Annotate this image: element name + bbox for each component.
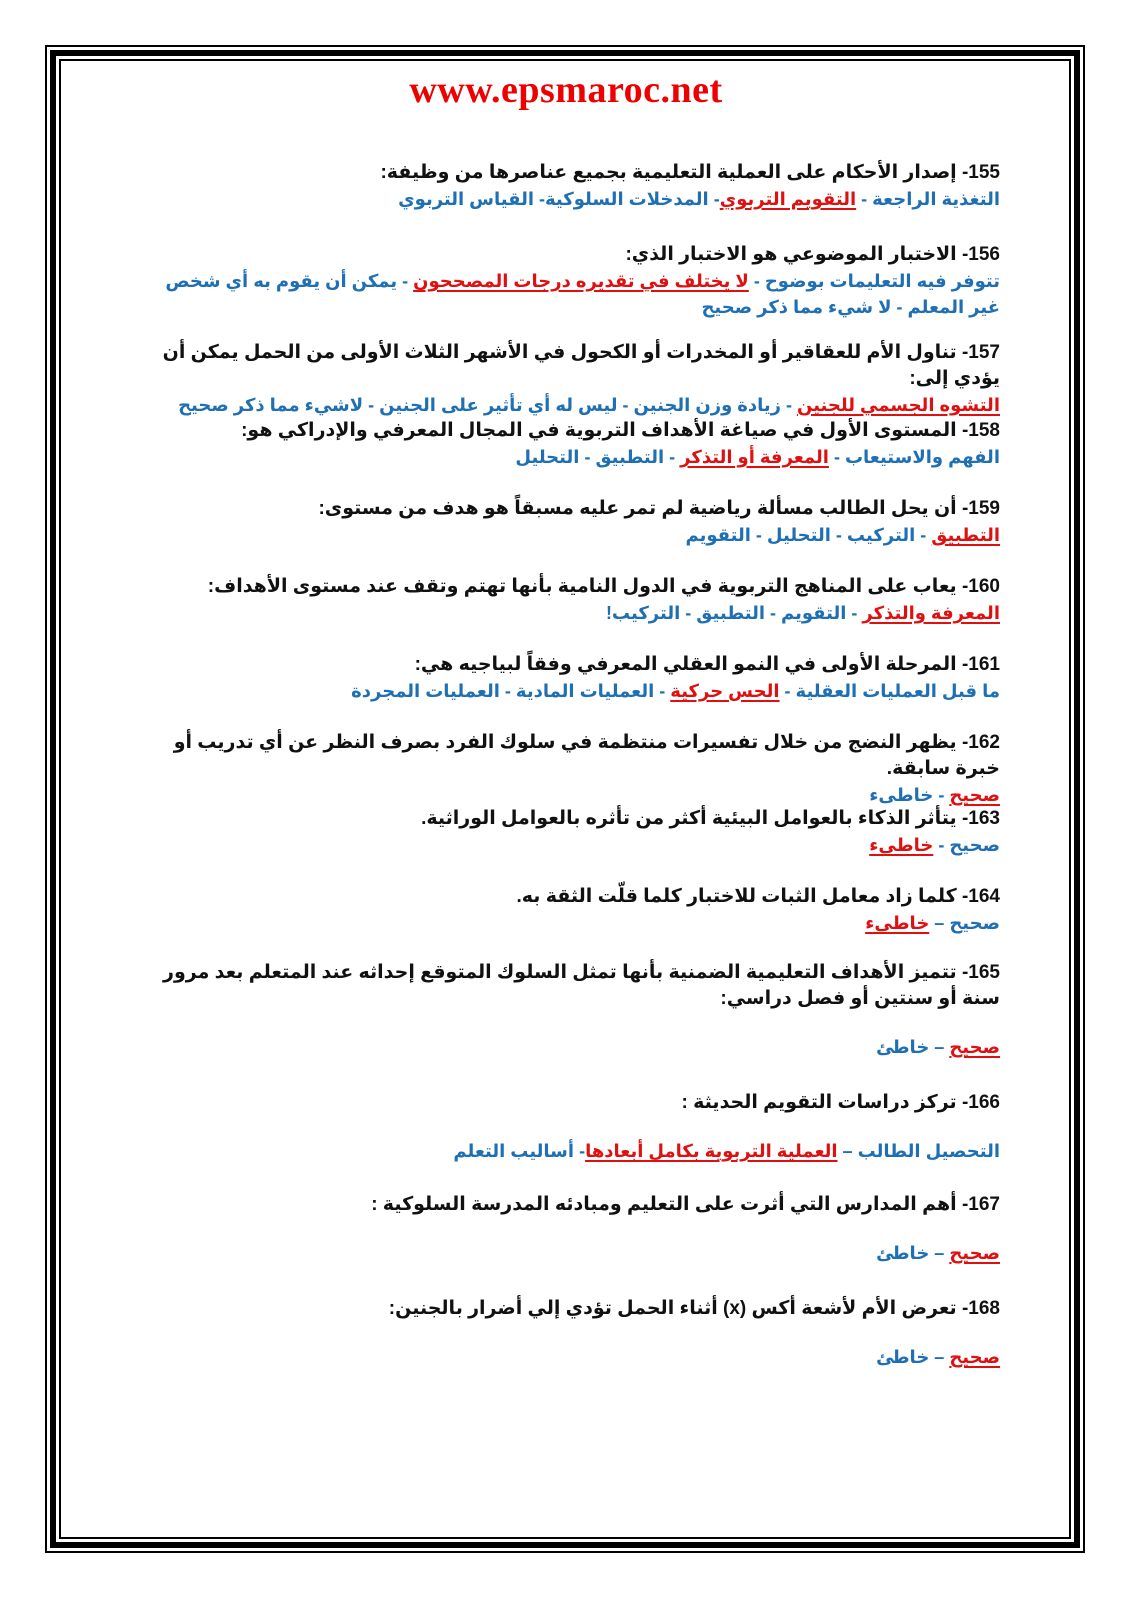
question-item [140,242,1000,320]
option-separator: - [708,189,720,209]
option-separator: – [837,1141,858,1161]
option-separator: - [748,271,765,291]
answer-option: لاشيء مما ذكر صحيح [178,395,364,415]
option-separator: - [750,525,767,545]
answer-options [140,1344,1000,1370]
answer-options [140,444,1000,470]
answer-option: العمليات المادية [515,681,655,701]
correct-answer: صحيح [949,1243,1000,1263]
question-item [140,730,1000,808]
answer-option: التطبيق [595,447,665,467]
answer-options [140,1240,1000,1266]
correct-answer: المعرفة والتذكر [862,603,1000,623]
answer-option: صحيح [949,913,1000,933]
question-text: 156- الاختبار الموضوعي هو الاختبار الذي: [625,244,1000,265]
answer-option: التغذية الراجعة [872,189,1000,209]
answer-option: ما قبل العمليات العقلية [795,681,1000,701]
option-separator: - [363,395,380,415]
site-url-title: www.epsmaroc.net [409,69,723,111]
option-separator: – [929,1347,950,1367]
answer-option: صحيح [949,835,1000,855]
answer-option: خاطئ [876,1243,930,1263]
question-item [140,160,1000,212]
answer-option: تتوفر فيه التعليمات بوضوح [764,271,1000,291]
option-separator: - [856,189,873,209]
correct-answer: خاطىء [865,913,930,933]
answer-option: القياس التربوي [398,189,534,209]
question-item [140,652,1000,704]
option-separator: - [617,395,634,415]
answer-options [140,600,1000,626]
question-item [140,884,1000,936]
correct-answer: لا يختلف في تقديره درجات المصححون [413,271,749,291]
option-separator: - [781,395,798,415]
answer-option: ليس له أي تأثير على الجنين [379,395,618,415]
answer-option: التحليل [515,447,580,467]
answer-options [140,392,1000,418]
correct-answer: العملية التربوية بكامل أبعادها [585,1141,838,1161]
option-separator: - [664,447,681,467]
question-item [140,340,1000,418]
correct-answer: التقويم التربوي [719,189,857,209]
answer-options [140,186,1000,212]
answer-option: التركيب! [605,603,681,623]
correct-answer: المعرفة أو التذكر [680,447,829,467]
option-separator: - [933,835,950,855]
answer-options [140,1034,1000,1060]
option-separator: - [534,189,545,209]
question-text: 161- المرحلة الأولى في النمو العقلي المعرفي وفقاً لبياجيه هي: [414,654,1000,675]
question-text: 162- يظهر النضج من خلال تفسيرات منتظمة في سلوك الفرد بصرف النظر عن أي تدريب أو خبرة سابقة. [173,732,1000,779]
option-separator: – [929,1243,950,1263]
question-text: 166- تركز دراسات التقويم الحديثة : [681,1092,1000,1113]
option-separator: - [680,603,697,623]
question-text: 157- تناول الأم للعقاقير أو المخدرات أو الكحول في الأشهر الثلاث الأولى من الحمل يمكن أن يؤدي إلى: [162,342,1000,389]
question-text: 164- كلما زاد معامل الثبات للاختبار كلما قلّت الثقة به. [516,886,1000,907]
answer-option: المدخلات السلوكية [545,189,709,209]
question-text: 165- تتميز الأهداف التعليمية الضمنية بأنها تمثل السلوك المتوقع إحداثه عند المتعلم بعد مرور سنة أو سنتين أو فصل دراسي: [163,962,1000,1009]
question-text: 168- تعرض الأم لأشعة أكس (x) أثناء الحمل تؤدي إلي أضرار بالجنين: [388,1298,1000,1319]
answer-option: أساليب التعلم [453,1141,575,1161]
option-separator: – [929,913,950,933]
answer-option: خاطئ [876,1037,930,1057]
question-item [140,1090,1000,1164]
correct-answer: صحيح [949,785,1000,805]
answer-options [140,678,1000,704]
question-text: 159- أن يحل الطالب مسألة رياضية لم تمر عليه مسبقاً هو هدف من مستوى: [318,498,1000,519]
option-separator: - [579,447,596,467]
answer-option: يمكن أن يقوم به أي شخص غير المعلم [165,271,1000,317]
question-item [140,1296,1000,1370]
answer-option: خاطئ [876,1347,930,1367]
correct-answer: صحيح [949,1037,1000,1057]
correct-answer: التشوه الجسمي للجنين [797,395,1000,415]
option-separator: - [765,603,782,623]
answer-option: لا شيء مما ذكر صحيح [701,297,892,317]
correct-answer: خاطىء [869,835,934,855]
option-separator: - [397,271,414,291]
option-separator: - [574,1141,586,1161]
question-item [140,574,1000,626]
question-text: 163- يتأثر الذكاء بالعوامل البيئية أكثر من تأثره بالعوامل الوراثية. [421,808,1000,829]
question-text: 160- يعاب على المناهج التربوية في الدول النامية بأنها تهتم وتقف عند مستوى الأهداف: [207,576,1000,597]
answer-options [140,522,1000,548]
answer-option: التحليل [766,525,831,545]
answer-option: التقويم [781,603,847,623]
question-text: 167- أهم المدارس التي أثرت على التعليم ومبادئه المدرسة السلوكية : [371,1194,1000,1215]
correct-answer: التطبيق [931,525,1000,545]
option-separator: - [499,681,516,701]
answer-option: العمليات المجردة [351,681,500,701]
answer-option: خاطىء [869,785,934,805]
answer-option: التحصيل الطالب [857,1141,1000,1161]
answer-options [140,910,1000,936]
answer-options [140,1138,1000,1164]
question-item [140,496,1000,548]
correct-answer: صحيح [949,1347,1000,1367]
correct-answer: الحس حركية [670,681,780,701]
question-item [140,960,1000,1060]
answer-options [140,832,1000,858]
option-separator: - [830,525,847,545]
option-separator: - [779,681,796,701]
question-item [140,1192,1000,1266]
answer-options [140,782,1000,808]
option-separator: – [929,1037,950,1057]
question-text: 155- إصدار الأحكام على العملية التعليمية بجميع عناصرها من وظيفة: [380,162,1000,183]
option-separator: - [933,785,950,805]
option-separator: - [846,603,863,623]
option-separator: - [654,681,671,701]
answer-option: التطبيق [696,603,766,623]
option-separator: - [891,297,908,317]
answer-option: التقويم [685,525,751,545]
answer-option: التركيب [846,525,916,545]
answer-option: الفهم والاستيعاب [844,447,1000,467]
question-text: 158- المستوى الأول في صياغة الأهداف التربوية في المجال المعرفي والإدراكي هو: [241,420,1000,441]
answer-option: زيادة وزن الجنين [633,395,782,415]
question-item [140,806,1000,858]
option-separator: - [915,525,932,545]
answer-options [140,268,1000,320]
option-separator: - [828,447,845,467]
question-item [140,418,1000,470]
